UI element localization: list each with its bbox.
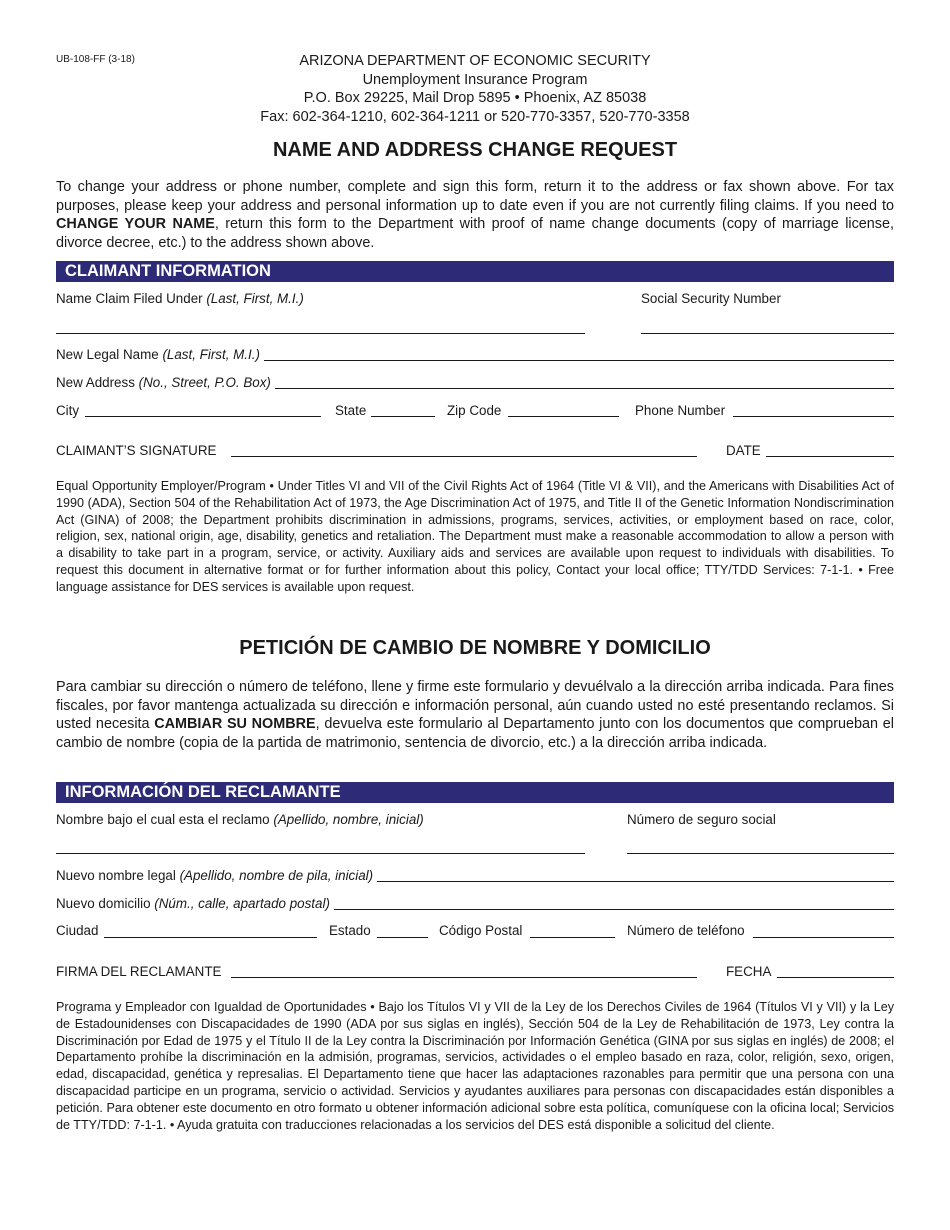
seguro-social-label: Número de seguro social: [627, 812, 776, 827]
firma-label: FIRMA DEL RECLAMANTE: [56, 964, 222, 979]
state-field[interactable]: [371, 416, 435, 417]
ssn-label: Social Security Number: [641, 291, 781, 306]
intro-emphasis: CHANGE YOUR NAME: [56, 216, 215, 233]
codigo-postal-label: Código Postal: [439, 923, 523, 938]
program-name: Unemployment Insurance Program: [362, 71, 588, 88]
estado-label: Estado: [329, 923, 371, 938]
firma-field[interactable]: [231, 977, 697, 978]
nuevo-domicilio-label: Nuevo domicilio (Núm., calle, apartado postal): [56, 896, 334, 911]
eeo-disclaimer-spanish: Programa y Empleador con Igualdad de Oportunidades • Bajo los Títulos VI y VII de la Ley de los Derechos Civiles de 1964 (Títulos VI y VII) y la Ley de Estadounidenses con Discapacidades de 1990 (ADA por sus siglas en inglés), Sección 504 de la Ley de Rehabilitación de 1973, Ley contra la Discriminación por Edad de 1975 y el Título II de la Ley contra la Discriminación por Información Genética (GINA por sus siglas en inglés) de 2008; el Departamento prohíbe la discriminación en la admisión, programas, servicios, actividades o el empleo basado en raza, color, religión, sexo, origen, edad, discapacidad, genética y represalias. El Departamento tiene que hacer las adaptaciones razonables para permitir que una persona con una discapacidad participe en un programa, servicio o actividad. Servicios y ayudantes auxiliares para personas con discapacidades están disponibles a petición. Para obtener este documento en otro formato u obtener información adicional sobre esta política, comuníquese con la oficina local; Servicios de TTY/TDD: 7-1-1. • Ayuda gratuita con traducciones relacionadas a los servicios del DES está disponible a solicitud del cliente.: [56, 1000, 894, 1132]
state-label: State: [335, 403, 367, 418]
telefono-field[interactable]: [753, 937, 894, 938]
fax-numbers: Fax: 602-364-1210, 602-364-1211 or 520-770-3357, 520-770-3358: [260, 108, 690, 125]
city-field[interactable]: [85, 416, 321, 417]
codigo-postal-field[interactable]: [530, 937, 615, 938]
estado-field[interactable]: [377, 937, 428, 938]
agency-name: ARIZONA DEPARTMENT OF ECONOMIC SECURITY: [299, 53, 651, 69]
date-field[interactable]: [766, 456, 894, 457]
zip-label: Zip Code: [447, 403, 502, 418]
intro-emphasis: CAMBIAR SU NOMBRE: [154, 716, 316, 733]
signature-field[interactable]: [231, 456, 697, 457]
section-header-claimant: CLAIMANT INFORMATION: [56, 261, 894, 282]
new-address-label: New Address (No., Street, P.O. Box): [56, 375, 275, 390]
mailing-address: P.O. Box 29225, Mail Drop 5895 • Phoenix, AZ 85038: [303, 90, 647, 106]
seguro-social-field[interactable]: [627, 853, 894, 854]
new-legal-name-label: New Legal Name (Last, First, M.I.): [56, 347, 264, 362]
form-code: UB-108-FF (3-18): [56, 54, 135, 65]
ciudad-field[interactable]: [104, 937, 317, 938]
name-claim-field[interactable]: [56, 333, 585, 334]
page-title-english: NAME AND ADDRESS CHANGE REQUEST: [272, 139, 678, 161]
eeo-disclaimer-english: Equal Opportunity Employer/Program • Under Titles VI and VII of the Civil Rights Act of 1964 (Title VI & VII), and the Americans with Disabilities Act of 1990 (ADA), Section 504 of the Rehabilitation Act of 1973, the Age Discrimination Act of 1975, and Title II of the Genetic Information Nondiscrimination Act (GINA) of 2008; the Department prohibits discrimination in admissions, programs, services, activities, or employment based on race, color, religion, sex, national origin, age, disability, genetics and retaliation. The Department must make a reasonable accommodation to allow a person with a disability to take part in a program, service, or activity. Auxiliary aids and services are available upon request to individuals with disabilities. To request this document in alternative format or for further information about this policy, Contact your local office; TTY/TDD Services: 7-1-1. • Free language assistance for DES services is available upon request.: [56, 479, 894, 594]
fecha-field[interactable]: [777, 977, 894, 978]
nombre-reclamo-field[interactable]: [56, 853, 585, 854]
telefono-label: Número de teléfono: [627, 923, 745, 938]
ciudad-label: Ciudad: [56, 923, 99, 938]
intro-english: To change your address or phone number, complete and sign this form, return it to the address or fax shown above. For tax purposes, please keep your address and personal information up to date even if you are not currently filing claims. If you need to CHANGE YOUR NAME, return this form to the Department with proof of name change documents (copy of marriage license, divorce decree, etc.) to the address shown above.: [56, 179, 894, 251]
phone-field[interactable]: [733, 416, 894, 417]
signature-label: CLAIMANT’S SIGNATURE: [56, 443, 217, 458]
ssn-field[interactable]: [641, 333, 894, 334]
section-header-reclamante: INFORMACIÓN DEL RECLAMANTE: [56, 782, 894, 803]
date-label: DATE: [726, 443, 761, 458]
fecha-label: FECHA: [726, 964, 772, 979]
intro-spanish: Para cambiar su dirección o número de teléfono, llene y firme este formulario y devuélvalo a la dirección arriba indicada. Para fines fiscales, por favor mantenga actualizada su dirección e información personal, aún cuando usted no esté presentando reclamos. Si usted necesita CAMBIAR SU NOMBRE, devuelva este formulario al Departamento junto con los documentos que comprueban el cambio de nombre (copia de la partida de matrimonio, sentencia de divorcio, etc.) a la dirección arriba indicada.: [56, 679, 894, 751]
agency-header: [200, 52, 750, 126]
city-label: City: [56, 403, 80, 418]
name-claim-label: Name Claim Filed Under (Last, First, M.I.): [56, 291, 304, 306]
nombre-reclamo-label: Nombre bajo el cual esta el reclamo (Apellido, nombre, inicial): [56, 812, 424, 827]
nuevo-nombre-label: Nuevo nombre legal (Apellido, nombre de pila, inicial): [56, 868, 377, 883]
zip-field[interactable]: [508, 416, 619, 417]
page-title-spanish: PETICIÓN DE CAMBIO DE NOMBRE Y DOMICILIO: [239, 637, 711, 659]
phone-label: Phone Number: [635, 403, 726, 418]
